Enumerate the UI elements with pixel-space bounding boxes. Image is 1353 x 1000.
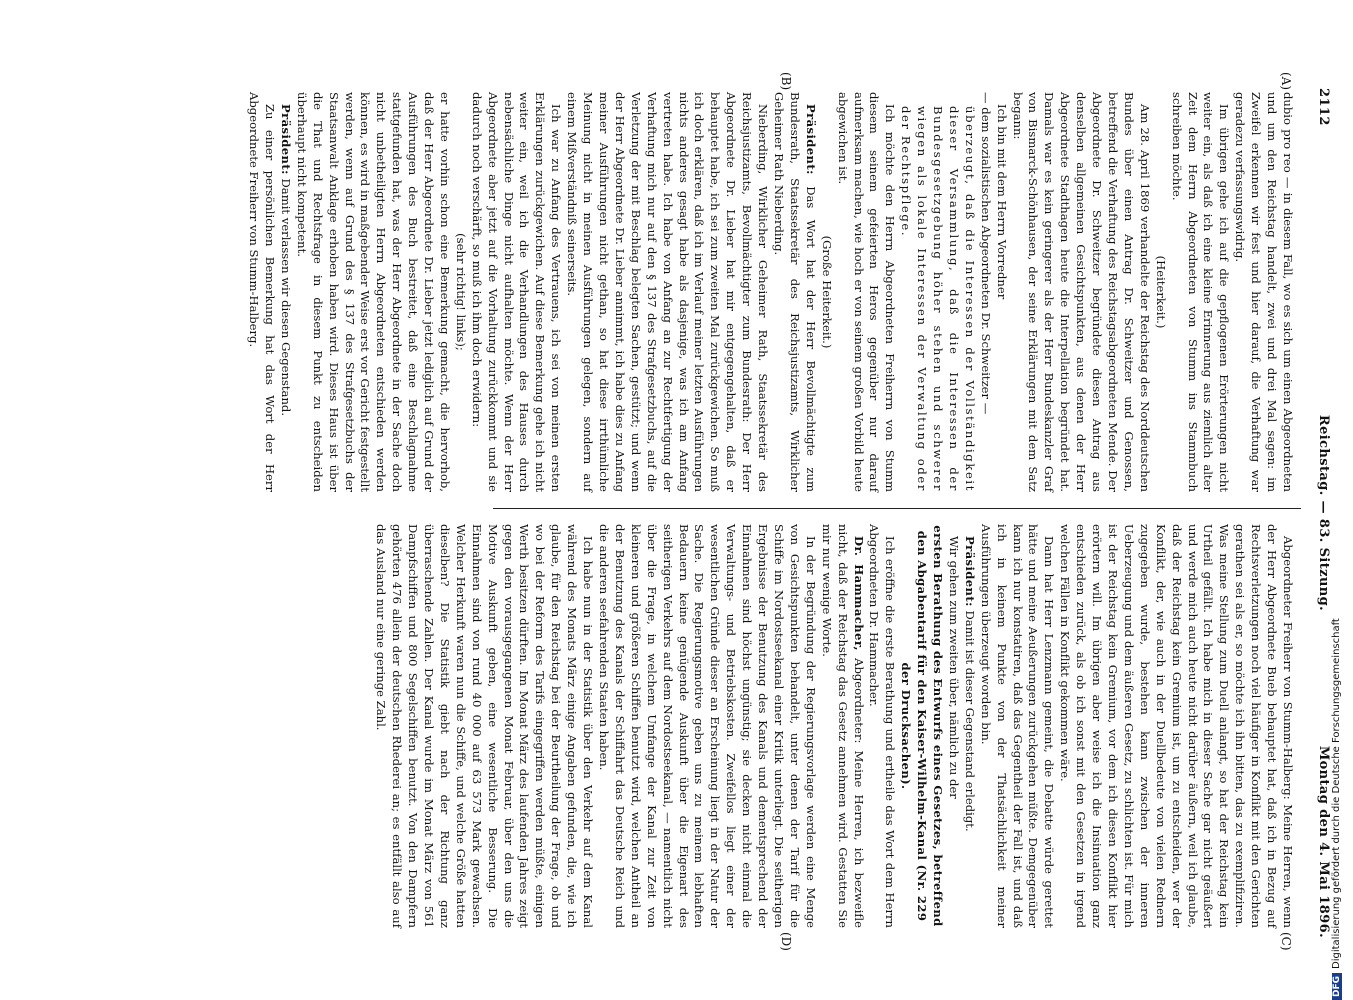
quotation: überzeugt, daß die Interessen der Vollständigkeit dieser Versammlung, daß die Interessen der Bundesgesetzgebung höher stehen und schwerer wiegen als lokale Interessen der Verwaltung oder der Rechtspflege.: [899, 106, 977, 492]
paragraph: Im übrigen gehe ich auf die gepflogenen Erörterungen nicht weiter ein, als daß ich eine kleine Erinnerung aus ziemlich alter Zeit dem Herrn Abgeordneten von Stumm ins Stammbuch schreiben möchte.: [1169, 92, 1232, 492]
paragraph: er hatte vorhin schon eine Bemerkung gemacht, die hervorhob, daß der Herr Abgeordnete Dr. Lieber jetzt lediglich auf Grund der Ausführungen des Buch bestreitet, daß eine Beschlagnahme stattgefunden hat, was der Herr Abgeordnete in der Sache doch nicht unbetheiligten Herrn Abgeordneten entschieden werden können, es wird in maßgebender Weise erst vor Gericht festgestellt werden, wenn auf Grund des § 137 des Strafgesetzbuchs der Staatsanwalt Anklage erhoben haben wird. Dieses Haus ist über die That und Rechtsfrage in diesem Punkt zu entscheiden überhaupt nicht kompetent.: [294, 92, 452, 492]
paragraph: Ich eröffne die erste Berathung und ertheile das Wort dem Herrn Abgeordneten Dr. Hammacher.: [867, 524, 898, 928]
speaker-text: Abgeordneter: Meine Herren, ich bezweifle nicht, daß der Reichstag das Gesetz annehmen wird. Gestatten Sie mir nur wenige Worte.: [819, 524, 866, 928]
right-column: [372, 524, 1295, 928]
paragraph: Nieberding, Wirklicher Geheimer Rath, Staatssekretär des Reichsjustizamts, Bevollmächtigter zum Bundesrath: Der Herr Abgeordnete Dr. Lieber hat mir entgegengehalten, daß er behauptet habe, ich sei zum zweiten Mal zurückgewichen. So muß ich doch erklären, daß ich im Verlauf meiner letzten Ausführungen nichts anderes gesagt habe als dasjenige, was ich am Anfang vertreten habe. Ich habe von Anfang an zur Rechtfertigung der Verhaftung mich nur auf den § 137 des Strafgesetzbuchs, auf die Verletzung der mit Beschlag belegten Sachen, gestützt; und wenn der Herr Abgeordnete Dr. Lieber annimmt, ich habe dies zu Anfang meiner Ausführungen nicht gethan, so hat diese irrthümliche Meinung nicht in meinen Ausführungen gelegen, sondern auf einem Mißverständniß seinerseits.: [565, 92, 771, 492]
speaker-text: Damit ist dieser Gegenstand erledigt.: [962, 610, 977, 832]
paragraph: Dann hat Herr Lenzmann gemeint, die Debatte würde gerettet hätte und meine Aeußerungen zurückgehen müßte. Demgegenüber kann ich nur konstatiren, daß das Gegentheil der Fall ist, und daß ich in keinem Punkte von der Thatsächlichkeit meiner Ausführungen überzeugt worden bin.: [978, 524, 1057, 928]
credit-text: Digitalisierung gefördert durch die Deutsche Forschungsgemeinschaft: [1331, 618, 1342, 969]
page-header: [1309, 88, 1331, 938]
left-column: [245, 92, 1295, 492]
margin-marker-b: (B): [779, 72, 793, 91]
interjection: (Große Heiterkeit.): [819, 235, 834, 349]
agenda-item-title: ersten Berathung des Entwurfs eines Gesetzes, betreffend den Abgabentarif für den Kaiser-Wilhelm-Kanal (Nr. 229 der Drucksachen).: [899, 525, 946, 927]
speaker-paragraph: [818, 524, 866, 928]
digitization-credit: [1331, 0, 1345, 1000]
speaker-paragraph: [277, 92, 293, 492]
paragraph: dubio pro reo — in diesem Fall, wo es sich um einen Abgeordneten und um den Reichstag handelt, zwei und drei Mal sagen: im Zweifel erkennen wir fest und hier darauf, die Verhaftung war geradezu verfassungswidrig.: [1233, 92, 1295, 492]
page-number: 2112: [1316, 88, 1331, 126]
running-title: Reichstag. — 83. Sitzung.: [1316, 414, 1331, 612]
session-date: Montag den 4. Mai 1896.: [1316, 745, 1331, 938]
margin-marker-d: (D): [779, 932, 793, 951]
speaker-paragraph: [961, 524, 977, 928]
speaker-text: Damit verlassen wir diesen Gegenstand.: [278, 178, 293, 417]
paragraph: Abgeordneter Freiherr von Stumm-Halberg: Meine Herren, wenn der Herr Abgeordnete Bueb behauptet hat, daß ich in Bezug auf Rechtsverletzungen noch viel häufiger in Konflikt mit den Gerichten gerathen sei als er, so möchte ich ihn bitten, das zu exemplifiziren. Was meine Stellung zum Duell anlangt, so hat der Reichstag kein Urtheil gefällt. Ich habe mich in dieser Sache gar nicht geäußert und werde mich auch heute nicht darüber äußern, weil ich glaube, daß der Reichstag kein Gremium ist, um zu entscheiden, wer der Konflikt, der, wie auch in der Duellbedeute von vielen Rednern zugegeben wurde, bestehen kann zwischen der inneren Ueberzeugung und dem äußeren Gesetz, zu schlichten ist. Für mich ist der Reichstag kein Gremium, vor dem ich diesen Konflikt hier erörtern will. Im übrigen aber weise ich die Insinuation ganz entschieden zurück, als ob ich sonst mit den Gesetzen in irgend welchen Fällen in Konflikt gekommen wäre.: [1058, 524, 1295, 928]
paragraph: — dem sozialistischen Abgeordneten Dr. Schweitzer —: [978, 92, 993, 415]
dfg-logo: DFG: [1332, 973, 1342, 1000]
margin-marker-c: (C): [1279, 932, 1293, 951]
paragraph: Ich habe nun in der Statistik über den Verkehr auf dem Kanal während des Monats März einige Angaben gefunden, die, wie ich glaube, für den Reichstag bei der Beurtheilung der Frage, ob und wo bei der Reform des Tarifs eingegriffen werden müßte, einigen Werth besitzen dürften. Im Monat März des laufenden Jahres zeigt gegen den vorausgegangenen Monat Februar, über den uns die Motive Auskunft geben, eine wesentliche Besserung. Die Einnahmen sind von rund 40 000 auf 63 573 Mark gewachsen. Welcher Herkunft waren nun die Schiffe, und welche Größe hatten dieselben? Die Statistik giebt nach der Richtung ganz überraschende Zahlen. Der Kanal wurde im Monat März von 561 Dampfschiffen und 800 Segelschiffen benutzt. Von den Dampfern gehörten 476 allein der deutschen Rhederei an; es entfällt also auf das Ausland nur eine geringe Zahl.: [374, 524, 596, 928]
speaker-label: Dr. Hammacher,: [851, 536, 866, 651]
paragraph: Zu einer persönlichen Bemerkung hat das Wort der Herr Abgeordnete Freiherr von Stumm-Halberg.: [247, 92, 277, 492]
agenda-item: [897, 524, 945, 928]
paragraph: Wir gehen zum zweiten über, nämlich zu der: [946, 536, 961, 799]
paragraph: In der Begründung der Regierungsvorlage werden eine Menge von Gesichtspunkten behandelt, unter denen der Tarif für die Schiffe im Nordostseekanal einer Kritik unterliegt. Die seitherigen Ergebnisse der Benutzung des Kanals und dementsprechend der Einnahmen sind höchst ungünstig; sie decken nicht einmal die Verwaltungs- und Betriebskosten. Zweifellos liegt einer der wesentlichen Gründe dieser an Erscheinung liegt in der Natur der Sache. Die Regierungsmotive geben uns zu meinem lebhaften Bedauern keine genügende Auskunft über die Eigenart des seitherigen Verkehrs auf dem Nordostseekanal, — namentlich nicht über die Frage, in welchem Umfange der Kanal zur Zeit von kleineren und größeren Schiffen benutzt wird, welchen Antheil an der Benutzung des Kanals der Schiffahrt das Deutsche Reich und die anderen seefahrenden Staaten haben.: [597, 524, 818, 928]
speaker-label: Präsident:: [803, 104, 818, 175]
speaker-label: Präsident:: [278, 104, 293, 175]
speaker-label: Präsident:: [962, 536, 977, 607]
speaker-text: Das Wort hat der Herr Bevollmächtigte zum Bundesrath, Staatssekretär des Reichsjustizamts, Wirklicher Geheimer Rath Nieberding.: [772, 92, 818, 492]
interjection: (Heiterkeit.): [1153, 255, 1168, 329]
paragraph: Ich möchte den Herrn Abgeordneten Freiherrn von Stumm diesem seinem gefeierten Heros gegenüber nur darauf aufmerksam machen, wie hoch er von seinem großen Vorbild heute abgewichen ist.: [835, 92, 898, 492]
paragraph: Am 28. April 1869 verhandelte der Reichstag des Norddeutschen Bundes über einen Antrag Dr. Schweitzer und Genossen, betreffend die Verhaftung des Reichstagsabgeordneten Mende. Der Abgeordnete Dr. Schweitzer begründete diesen Antrag aus denselben allgemeinen Gesichtspunkten, aus denen der Herr Abgeordnete Stadthagen heute die Interpellation begründet hat. Damals war es kein geringerer als der Herr Bundeskanzler Graf von Bismarck-Schönhausen, der seine Erklärungen mit dem Satz begann:: [1010, 92, 1152, 492]
paragraph: Ich bin mit dem Herrn Vorredner: [994, 104, 1009, 300]
speaker-paragraph: [770, 92, 818, 492]
column-divider: [493, 508, 1301, 509]
paragraph: Ich war zu Anfang des Vertrauens, ich sei von meinen ersten Erklärungen zurückgewichen. Auf diese Bemerkung gehe ich nicht weiter ein, weil ich die Verhandlungen des Hauses durch nebensächliche Dinge nicht aufhalten möchte. Wenn der Herr Abgeordnete aber jetzt auf die Vorhaltung zurückkommt und sie dadurch noch verschärft, so muß ich ihm doch erwidern:: [469, 92, 564, 492]
interjection: (sehr richtig! links);: [453, 233, 468, 351]
margin-marker-a: (A): [1279, 72, 1293, 91]
